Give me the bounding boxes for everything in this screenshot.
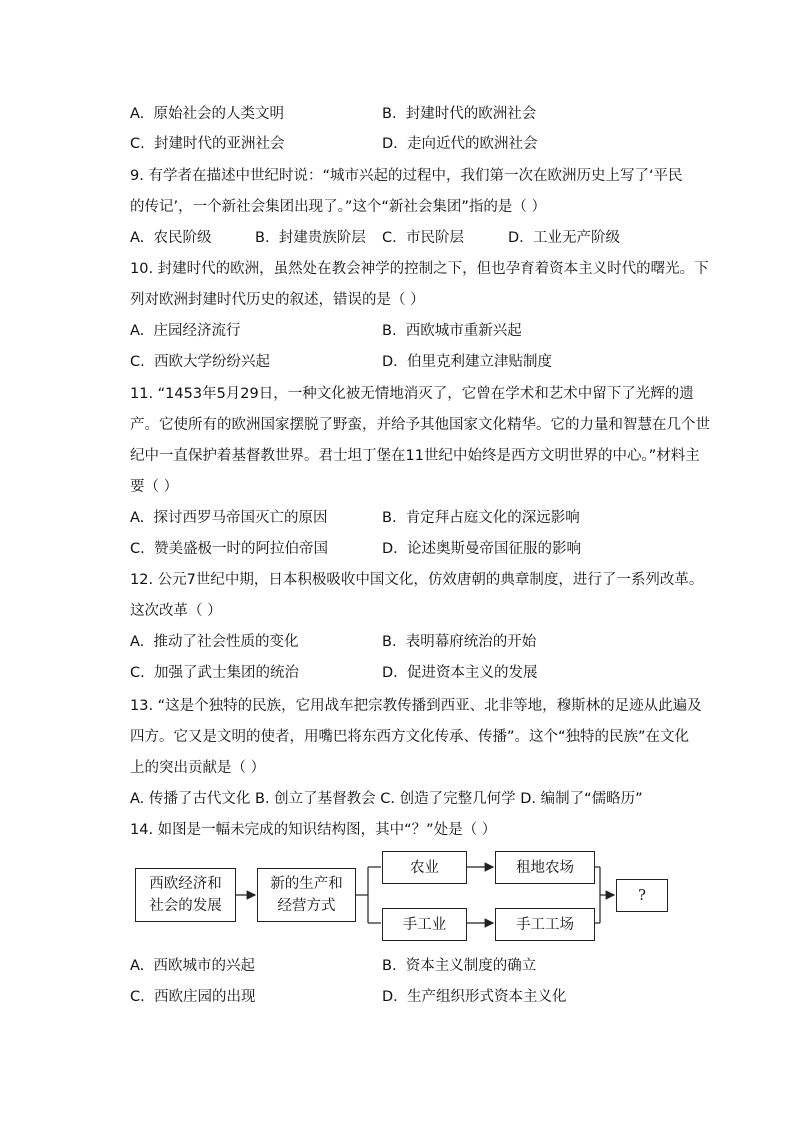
q13-options: A. 传播了古代文化 B. 创立了基督教会 C. 创造了完整几何学 D. 编制了“儒略历” (130, 791, 643, 807)
q10-option-a: A. 庄园经济流行 (130, 323, 241, 339)
diagram-box-agriculture: 农业 (382, 851, 467, 884)
q8-option-c: C. 封建时代的亚洲社会 (130, 136, 285, 152)
q8-option-a: A. 原始社会的人类文明 (130, 106, 284, 122)
diagram-box-leased-farm: 租地农场 (495, 851, 595, 884)
q10-option-b: B. 西欧城市重新兴起 (382, 323, 522, 339)
q9-option-a: A. 农民阶级 (130, 230, 212, 246)
diagram-box-new-production-modes: 新的生产和 经营方式 (257, 868, 356, 922)
q14-option-a: A. 西欧城市的兴起 (130, 958, 255, 974)
q13-stem-line3: 上的突出贡献是（ ） (130, 760, 266, 776)
q14-stem-line1: 14. 如图是一幅未完成的知识结构图，其中“？”处是（ ） (130, 822, 497, 838)
q11-option-c: C. 赞美盛极一时的阿拉伯帝国 (130, 541, 328, 557)
q11-option-d: D. 论述奥斯曼帝国征服的影响 (382, 541, 581, 557)
q9-stem-line1: 9. 有学者在描述中世纪时说：“城市兴起的过程中，我们第一次在欧洲历史上写了‘平民 (130, 168, 683, 184)
q10-option-d: D. 伯里克利建立津贴制度 (382, 354, 552, 370)
q11-stem-line4: 要（ ） (130, 479, 179, 495)
q8-option-b: B. 封建时代的欧洲社会 (382, 106, 537, 122)
diagram-box-west-europe-development: 西欧经济和 社会的发展 (135, 868, 236, 922)
q12-stem-line1: 12. 公元7世纪中期，日本积极吸收中国文化，仿效唐朝的典章制度，进行了一系列改革。 (130, 572, 704, 588)
q11-stem-line1: 11. “1453年5月29日，一种文化被无情地消灭了，它曾在学术和艺术中留下了光辉的遗 (130, 386, 694, 402)
q9-option-b: B. 封建贵族阶层 (255, 230, 366, 246)
q14-option-c: C. 西欧庄园的出现 (130, 989, 256, 1005)
q12-option-b: B. 表明幕府统治的开始 (382, 634, 537, 650)
q8-option-d: D. 走向近代的欧洲社会 (382, 136, 538, 152)
q12-option-d: D. 促进资本主义的发展 (382, 665, 538, 681)
q12-option-c: C. 加强了武士集团的统治 (130, 665, 299, 681)
diagram-box-handicraft: 手工业 (382, 908, 467, 941)
q12-option-a: A. 推动了社会性质的变化 (130, 634, 299, 650)
q11-option-a: A. 探讨西罗马帝国灭亡的原因 (130, 510, 328, 526)
diagram-box-unknown: ? (616, 879, 668, 912)
q13-stem-line2: 四方。它又是文明的使者，用嘴巴将东西方文化传承、传播”。这个“独特的民族”在文化 (130, 729, 690, 745)
q9-option-d: D. 工业无产阶级 (508, 230, 620, 246)
q10-option-c: C. 西欧大学纷纷兴起 (130, 354, 270, 370)
q11-option-b: B. 肯定拜占庭文化的深远影响 (382, 510, 580, 526)
q14-option-b: B. 资本主义制度的确立 (382, 958, 537, 974)
q11-stem-line2: 产。它使所有的欧洲国家摆脱了野蛮，并给予其他国家文化精华。它的力量和智慧在几个世 (130, 417, 710, 433)
q11-stem-line3: 纪中一直保护着基督教世界。君士坦丁堡在11世纪中始终是西方文明世界的中心。”材料主 (130, 448, 700, 464)
q10-stem-line1: 10. 封建时代的欧洲，虽然处在教会神学的控制之下，但也孕育着资本主义时代的曙光。下 (130, 261, 709, 277)
q12-stem-line2: 这次改革（ ） (130, 603, 222, 619)
q9-stem-line2: 的传记’，一个新社会集团出现了。”这个“新社会集团”指的是（ ） (130, 199, 547, 215)
q14-option-d: D. 生产组织形式资本主义化 (382, 989, 567, 1005)
q9-option-c: C. 市民阶层 (382, 230, 464, 246)
q10-stem-line2: 列对欧洲封建时代历史的叙述，错误的是（ ） (130, 292, 425, 308)
q13-stem-line1: 13. “这是个独特的民族，它用战车把宗教传播到西亚、北非等地，穆斯林的足迹从此遍及 (130, 698, 702, 714)
diagram-box-workshop: 手工工场 (495, 908, 595, 941)
